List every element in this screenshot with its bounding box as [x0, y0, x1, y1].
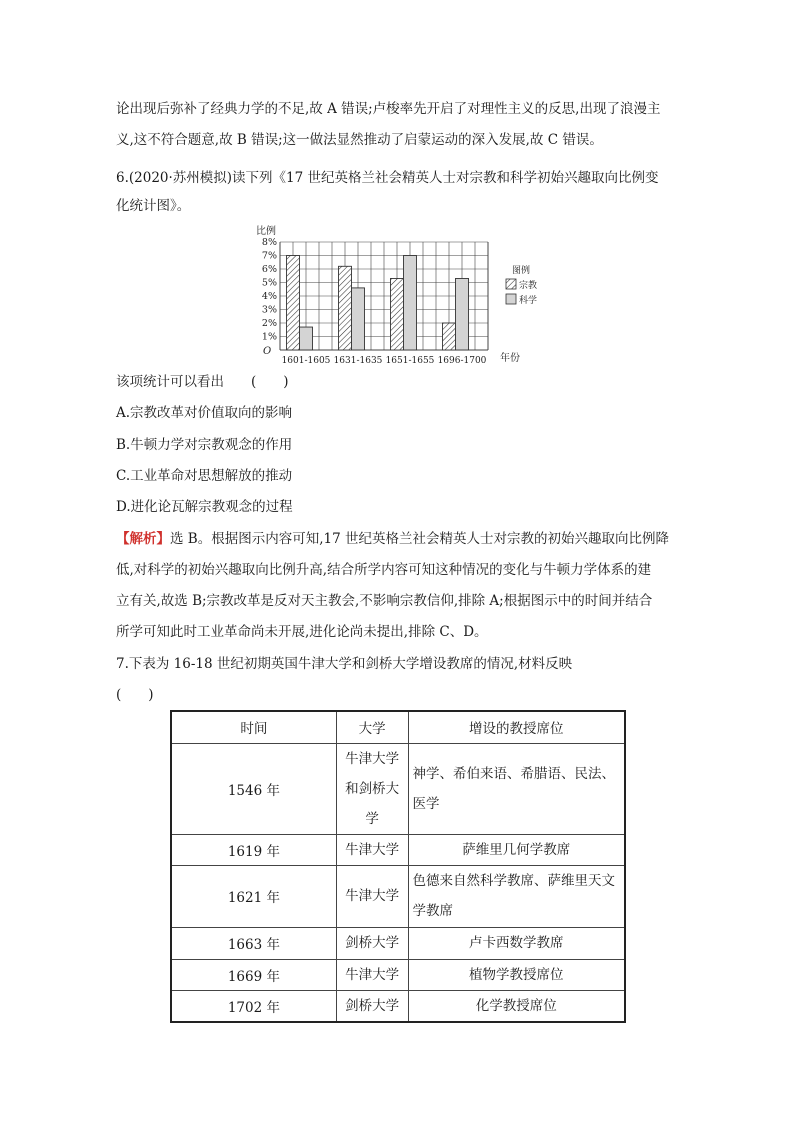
bar-religion-3	[443, 323, 456, 350]
analysis-tag: 【解析】	[116, 531, 170, 547]
x-tick-label: 1631-1635	[333, 356, 383, 366]
table-row	[171, 743, 625, 834]
legend-swatch-science	[506, 294, 516, 304]
header-university: 大学	[336, 711, 408, 743]
bar-science-0	[300, 327, 313, 350]
q6-option-b: B.牛顿力学对宗教观念的作用	[116, 437, 293, 453]
q6-option-a: A.宗教改革对价值取向的影响	[116, 405, 293, 421]
cell-time: 1621 年	[171, 865, 336, 927]
cell-university: 牛津大学	[336, 834, 408, 865]
q6-stem: 该项统计可以看出 ( )	[116, 374, 289, 390]
x-tick-label: 1601-1605	[281, 356, 331, 366]
table-row	[171, 959, 625, 990]
q6-option-c: C.工业革命对思想解放的推动	[116, 468, 293, 484]
table-row	[171, 927, 625, 959]
cell-university: 剑桥大学	[336, 990, 408, 1022]
cell-chairs: 卢卡西数学教席	[408, 927, 625, 959]
table-row	[171, 865, 625, 927]
q6-title-line-2: 化统计图》。	[116, 198, 191, 214]
bar-religion-1	[339, 266, 352, 350]
table-header-row	[171, 711, 625, 743]
cell-chairs: 植物学教授席位	[408, 959, 625, 990]
y-tick-label: 2%	[261, 318, 277, 329]
q6-analysis-line-3: 立有关,故选 B;宗教改革是反对天主教会,不影响宗教信仰,排除 A;根据图示中的时间并结合	[116, 593, 653, 609]
table-row	[171, 834, 625, 865]
bar-chart	[250, 222, 550, 367]
y-tick-label: 8%	[261, 237, 277, 248]
y-tick-label: 3%	[261, 304, 277, 316]
bar-science-2	[404, 256, 417, 351]
q6-title-line-1: 6.(2020·苏州模拟)读下列《17 世纪英格兰社会精英人士对宗教和科学初始兴趣取向比例变	[116, 170, 659, 186]
x-tick-label: 1696-1700	[437, 356, 487, 366]
intro-line-1: 论出现后弥补了经典力学的不足,故 A 错误;卢梭率先开启了对理性主义的反思,出现了浪漫主	[116, 101, 661, 117]
cell-time: 1546 年	[171, 743, 336, 834]
header-time: 时间	[171, 711, 336, 743]
analysis-text-1: 选 B。根据图示内容可知,17 世纪英格兰社会精英人士对宗教的初始兴趣取向比例降	[170, 531, 669, 547]
header-chairs: 增设的教授席位	[408, 711, 625, 743]
legend-label-religion: 宗教	[519, 281, 538, 291]
chair-table	[170, 710, 626, 1023]
q6-option-d: D.进化论瓦解宗教观念的过程	[116, 499, 293, 515]
y-axis-label: 比例	[256, 226, 276, 237]
bar-religion-0	[287, 256, 300, 351]
cell-time: 1619 年	[171, 834, 336, 865]
q6-analysis-line-4: 所学可知此时工业革命尚未开展,进化论尚未提出,排除 C、D。	[116, 624, 488, 640]
y-tick-label: 4%	[261, 291, 277, 302]
bar-science-1	[352, 288, 365, 350]
y-tick-label: 7%	[261, 250, 277, 262]
legend-swatch-religion	[506, 279, 516, 289]
bar-religion-2	[391, 278, 404, 350]
cell-chairs: 神学、希伯来语、希腊语、民法、 医学	[408, 743, 625, 834]
legend-label-science: 科学	[519, 296, 538, 306]
q7-title-line-2: ( )	[116, 687, 154, 703]
cell-time: 1702 年	[171, 990, 336, 1022]
q7-title-line-1: 7.下表为 16-18 世纪初期英国牛津大学和剑桥大学增设教席的情况,材料反映	[116, 656, 573, 672]
origin-label: O	[263, 346, 272, 357]
table-row	[171, 990, 625, 1022]
y-tick-label: 5%	[261, 277, 277, 289]
cell-chairs: 萨维里几何学教席	[408, 834, 625, 865]
cell-time: 1669 年	[171, 959, 336, 990]
cell-chairs: 化学教授席位	[408, 990, 625, 1022]
y-tick-label: 6%	[261, 264, 277, 275]
cell-chairs: 色德来自然科学教席、萨维里天文 学教席	[408, 865, 625, 927]
y-tick-label: 1%	[261, 331, 277, 343]
legend	[506, 264, 537, 306]
x-tick-label: 1651-1655	[385, 356, 435, 366]
cell-time: 1663 年	[171, 927, 336, 959]
q6-analysis-line-1	[116, 529, 669, 549]
bar-science-3	[456, 278, 469, 350]
cell-university: 牛津大学	[336, 865, 408, 927]
intro-line-2: 义,这不符合题意,故 B 错误;这一做法显然推动了启蒙运动的深入发展,故 C 错误。	[116, 132, 603, 148]
q6-analysis-line-2: 低,对科学的初始兴趣取向比例升高,结合所学内容可知这种情况的变化与牛顿力学体系的建	[116, 562, 652, 578]
cell-university: 牛津大学	[336, 959, 408, 990]
cell-university: 牛津大学 和剑桥大学	[336, 743, 408, 834]
cell-university: 剑桥大学	[336, 927, 408, 959]
x-axis-label: 年份	[500, 353, 520, 364]
legend-title: 图例	[512, 266, 531, 276]
